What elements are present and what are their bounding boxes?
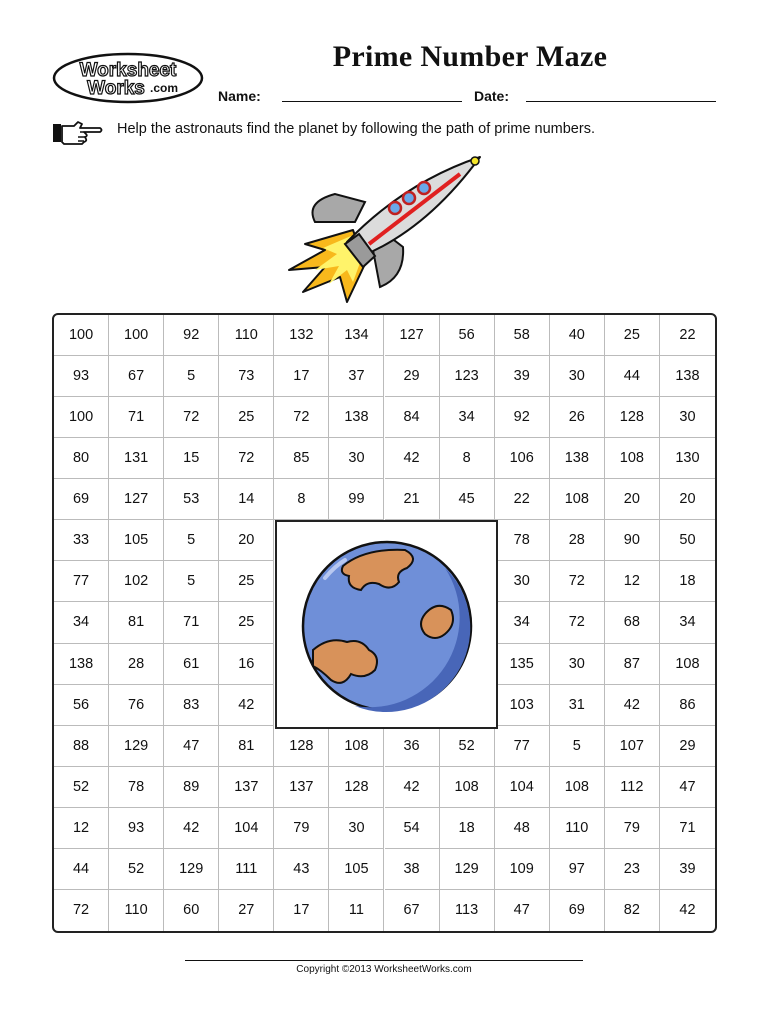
maze-cell[interactable]: 138	[54, 644, 109, 685]
maze-cell[interactable]: 131	[109, 438, 164, 479]
maze-cell[interactable]: 85	[274, 438, 329, 479]
maze-cell[interactable]: 42	[164, 808, 219, 849]
maze-cell[interactable]: 12	[605, 561, 660, 602]
maze-cell[interactable]: 69	[54, 479, 109, 520]
maze-cell[interactable]: 128	[329, 767, 384, 808]
maze-cell[interactable]: 99	[329, 479, 384, 520]
maze-cell[interactable]: 33	[54, 520, 109, 561]
maze-cell[interactable]: 20	[219, 520, 274, 561]
maze-cell[interactable]: 100	[54, 397, 109, 438]
maze-cell[interactable]: 5	[164, 356, 219, 397]
maze-cell[interactable]: 82	[605, 890, 660, 931]
maze-cell[interactable]: 100	[109, 315, 164, 356]
maze-cell[interactable]: 5	[164, 561, 219, 602]
maze-cell[interactable]: 110	[219, 315, 274, 356]
maze-cell[interactable]: 29	[660, 726, 715, 767]
maze-cell[interactable]: 81	[109, 602, 164, 643]
maze-cell[interactable]: 14	[219, 479, 274, 520]
maze-cell[interactable]: 72	[54, 890, 109, 931]
maze-cell[interactable]: 137	[274, 767, 329, 808]
logo-line1: Worksheet	[79, 60, 177, 81]
maze-cell[interactable]: 20	[660, 479, 715, 520]
maze-cell[interactable]: 102	[109, 561, 164, 602]
maze-cell[interactable]: 130	[660, 438, 715, 479]
maze-cell[interactable]: 76	[109, 685, 164, 726]
maze-cell[interactable]: 16	[219, 644, 274, 685]
maze-cell[interactable]: 68	[605, 602, 660, 643]
maze-cell[interactable]: 108	[440, 767, 495, 808]
maze-cell[interactable]: 80	[54, 438, 109, 479]
maze-cell[interactable]: 92	[164, 315, 219, 356]
maze-cell[interactable]: 5	[550, 726, 605, 767]
footer-divider	[185, 960, 583, 961]
maze-cell[interactable]: 54	[385, 808, 440, 849]
maze-cell[interactable]: 34	[440, 397, 495, 438]
maze-cell[interactable]: 30	[550, 644, 605, 685]
maze-cell[interactable]: 18	[660, 561, 715, 602]
maze-cell[interactable]: 69	[550, 890, 605, 931]
maze-cell[interactable]: 5	[164, 520, 219, 561]
maze-cell[interactable]: 79	[605, 808, 660, 849]
maze-cell[interactable]: 39	[495, 356, 550, 397]
maze-cell[interactable]: 34	[54, 602, 109, 643]
maze-cell[interactable]: 79	[274, 808, 329, 849]
maze-cell[interactable]: 109	[495, 849, 550, 890]
maze-cell[interactable]: 52	[54, 767, 109, 808]
maze-cell[interactable]: 21	[385, 479, 440, 520]
maze-cell[interactable]: 104	[495, 767, 550, 808]
maze-cell[interactable]: 71	[660, 808, 715, 849]
rocket-illustration	[285, 152, 485, 304]
maze-cell[interactable]: 22	[495, 479, 550, 520]
maze-cell[interactable]: 105	[109, 520, 164, 561]
maze-cell[interactable]: 61	[164, 644, 219, 685]
maze-cell[interactable]: 112	[605, 767, 660, 808]
maze-cell[interactable]: 73	[219, 356, 274, 397]
maze-cell[interactable]: 42	[385, 767, 440, 808]
maze-cell[interactable]: 26	[550, 397, 605, 438]
maze-cell[interactable]: 93	[109, 808, 164, 849]
maze-cell[interactable]: 134	[329, 315, 384, 356]
maze-cell[interactable]: 100	[54, 315, 109, 356]
maze-cell[interactable]: 30	[550, 356, 605, 397]
maze-cell[interactable]: 138	[660, 356, 715, 397]
maze-cell[interactable]: 128	[605, 397, 660, 438]
maze-cell[interactable]: 8	[274, 479, 329, 520]
logo-suffix: .com	[149, 81, 179, 95]
maze-cell[interactable]: 106	[495, 438, 550, 479]
logo-line2: Works	[87, 78, 145, 99]
maze-cell[interactable]: 138	[329, 397, 384, 438]
maze-cell[interactable]: 27	[219, 890, 274, 931]
maze-cell[interactable]: 40	[550, 315, 605, 356]
maze-cell[interactable]: 138	[550, 438, 605, 479]
maze-cell[interactable]: 47	[660, 767, 715, 808]
maze-cell[interactable]: 77	[54, 561, 109, 602]
maze-cell[interactable]: 110	[550, 808, 605, 849]
maze-cell[interactable]: 34	[660, 602, 715, 643]
maze-cell[interactable]: 132	[274, 315, 329, 356]
maze-cell[interactable]: 48	[495, 808, 550, 849]
maze-cell[interactable]: 30	[329, 808, 384, 849]
prime-maze-grid	[52, 313, 717, 933]
maze-cell[interactable]: 93	[54, 356, 109, 397]
maze-cell[interactable]: 42	[605, 685, 660, 726]
maze-cell[interactable]: 129	[440, 849, 495, 890]
worksheetworks-logo	[52, 52, 204, 104]
maze-cell[interactable]: 67	[109, 356, 164, 397]
maze-cell[interactable]: 89	[164, 767, 219, 808]
maze-cell[interactable]: 56	[54, 685, 109, 726]
maze-cell[interactable]: 28	[550, 520, 605, 561]
maze-cell[interactable]: 47	[495, 890, 550, 931]
maze-cell[interactable]: 12	[54, 808, 109, 849]
page-title: Prime Number Maze	[332, 40, 608, 73]
maze-cell[interactable]: 67	[385, 890, 440, 931]
maze-cell[interactable]: 77	[495, 726, 550, 767]
pointing-hand-icon	[52, 120, 104, 146]
maze-cell[interactable]: 127	[109, 479, 164, 520]
maze-cell[interactable]: 15	[164, 438, 219, 479]
maze-cell[interactable]: 47	[164, 726, 219, 767]
maze-cell[interactable]: 107	[605, 726, 660, 767]
maze-cell[interactable]: 39	[660, 849, 715, 890]
maze-cell[interactable]: 31	[550, 685, 605, 726]
maze-cell[interactable]: 53	[164, 479, 219, 520]
maze-cell[interactable]: 30	[660, 397, 715, 438]
maze-cell[interactable]: 52	[440, 726, 495, 767]
maze-cell[interactable]: 129	[164, 849, 219, 890]
planet-box	[275, 520, 498, 729]
maze-cell[interactable]: 81	[219, 726, 274, 767]
maze-cell[interactable]: 111	[219, 849, 274, 890]
maze-cell[interactable]: 56	[440, 315, 495, 356]
maze-cell[interactable]: 90	[605, 520, 660, 561]
maze-cell[interactable]: 97	[550, 849, 605, 890]
name-label: Name:	[218, 88, 261, 104]
maze-cell[interactable]: 92	[495, 397, 550, 438]
maze-cell[interactable]: 135	[495, 644, 550, 685]
maze-cell[interactable]: 78	[109, 767, 164, 808]
maze-cell[interactable]: 108	[660, 644, 715, 685]
name-line[interactable]	[282, 101, 462, 102]
maze-cell[interactable]: 88	[54, 726, 109, 767]
date-line[interactable]	[526, 101, 716, 102]
maze-cell[interactable]: 108	[329, 726, 384, 767]
maze-cell[interactable]: 110	[109, 890, 164, 931]
maze-cell[interactable]: 11	[329, 890, 384, 931]
maze-cell[interactable]: 86	[660, 685, 715, 726]
maze-cell[interactable]: 78	[495, 520, 550, 561]
instructions: Help the astronauts find the planet by following the path of prime numbers.	[117, 121, 595, 137]
maze-cell[interactable]: 87	[605, 644, 660, 685]
copyright: Copyright ©2013 WorksheetWorks.com	[296, 964, 472, 975]
maze-cell[interactable]: 113	[440, 890, 495, 931]
maze-cell[interactable]: 17	[274, 890, 329, 931]
maze-cell[interactable]: 18	[440, 808, 495, 849]
maze-cell[interactable]: 83	[164, 685, 219, 726]
maze-cell[interactable]: 105	[329, 849, 384, 890]
maze-cell[interactable]: 58	[495, 315, 550, 356]
maze-cell[interactable]: 123	[440, 356, 495, 397]
maze-cell[interactable]: 42	[385, 438, 440, 479]
maze-cell[interactable]: 84	[385, 397, 440, 438]
maze-cell[interactable]: 17	[274, 356, 329, 397]
maze-cell[interactable]: 37	[329, 356, 384, 397]
maze-cell[interactable]: 129	[109, 726, 164, 767]
maze-cell[interactable]: 72	[550, 602, 605, 643]
maze-cell[interactable]: 28	[109, 644, 164, 685]
maze-cell[interactable]: 72	[164, 397, 219, 438]
maze-cell[interactable]: 42	[219, 685, 274, 726]
maze-cell[interactable]: 36	[385, 726, 440, 767]
maze-cell[interactable]: 25	[219, 602, 274, 643]
maze-cell[interactable]: 128	[274, 726, 329, 767]
maze-cell[interactable]: 127	[385, 315, 440, 356]
maze-cell[interactable]: 20	[605, 479, 660, 520]
maze-cell[interactable]: 72	[219, 438, 274, 479]
maze-cell[interactable]: 52	[109, 849, 164, 890]
maze-cell[interactable]: 72	[274, 397, 329, 438]
maze-cell[interactable]: 42	[679, 902, 696, 919]
maze-cell[interactable]: 30	[495, 561, 550, 602]
maze-cell[interactable]: 60	[164, 890, 219, 931]
maze-cell[interactable]: 22	[660, 315, 715, 356]
maze-cell[interactable]: 103	[495, 685, 550, 726]
maze-cell[interactable]: 108	[605, 438, 660, 479]
maze-cell[interactable]: 108	[550, 479, 605, 520]
maze-cell[interactable]: 25	[219, 561, 274, 602]
maze-cell[interactable]: 30	[329, 438, 384, 479]
maze-cell[interactable]: 71	[109, 397, 164, 438]
maze-cell[interactable]: 72	[550, 561, 605, 602]
maze-cell[interactable]: 23	[605, 849, 660, 890]
maze-cell[interactable]: 29	[385, 356, 440, 397]
maze-cell[interactable]: 8	[440, 438, 495, 479]
maze-cell[interactable]: 50	[660, 520, 715, 561]
maze-cell[interactable]: 38	[385, 849, 440, 890]
maze-cell[interactable]: 44	[54, 849, 109, 890]
maze-cell[interactable]: 44	[605, 356, 660, 397]
maze-cell[interactable]: 43	[274, 849, 329, 890]
date-label: Date:	[474, 88, 510, 104]
maze-cell[interactable]: 71	[164, 602, 219, 643]
maze-cell[interactable]: 104	[219, 808, 274, 849]
maze-cell[interactable]: 25	[219, 397, 274, 438]
maze-cell[interactable]: 108	[550, 767, 605, 808]
maze-cell[interactable]: 137	[219, 767, 274, 808]
planet-icon	[295, 538, 480, 713]
maze-cell[interactable]: 34	[495, 602, 550, 643]
maze-cell[interactable]: 25	[605, 315, 660, 356]
maze-cell[interactable]: 45	[440, 479, 495, 520]
